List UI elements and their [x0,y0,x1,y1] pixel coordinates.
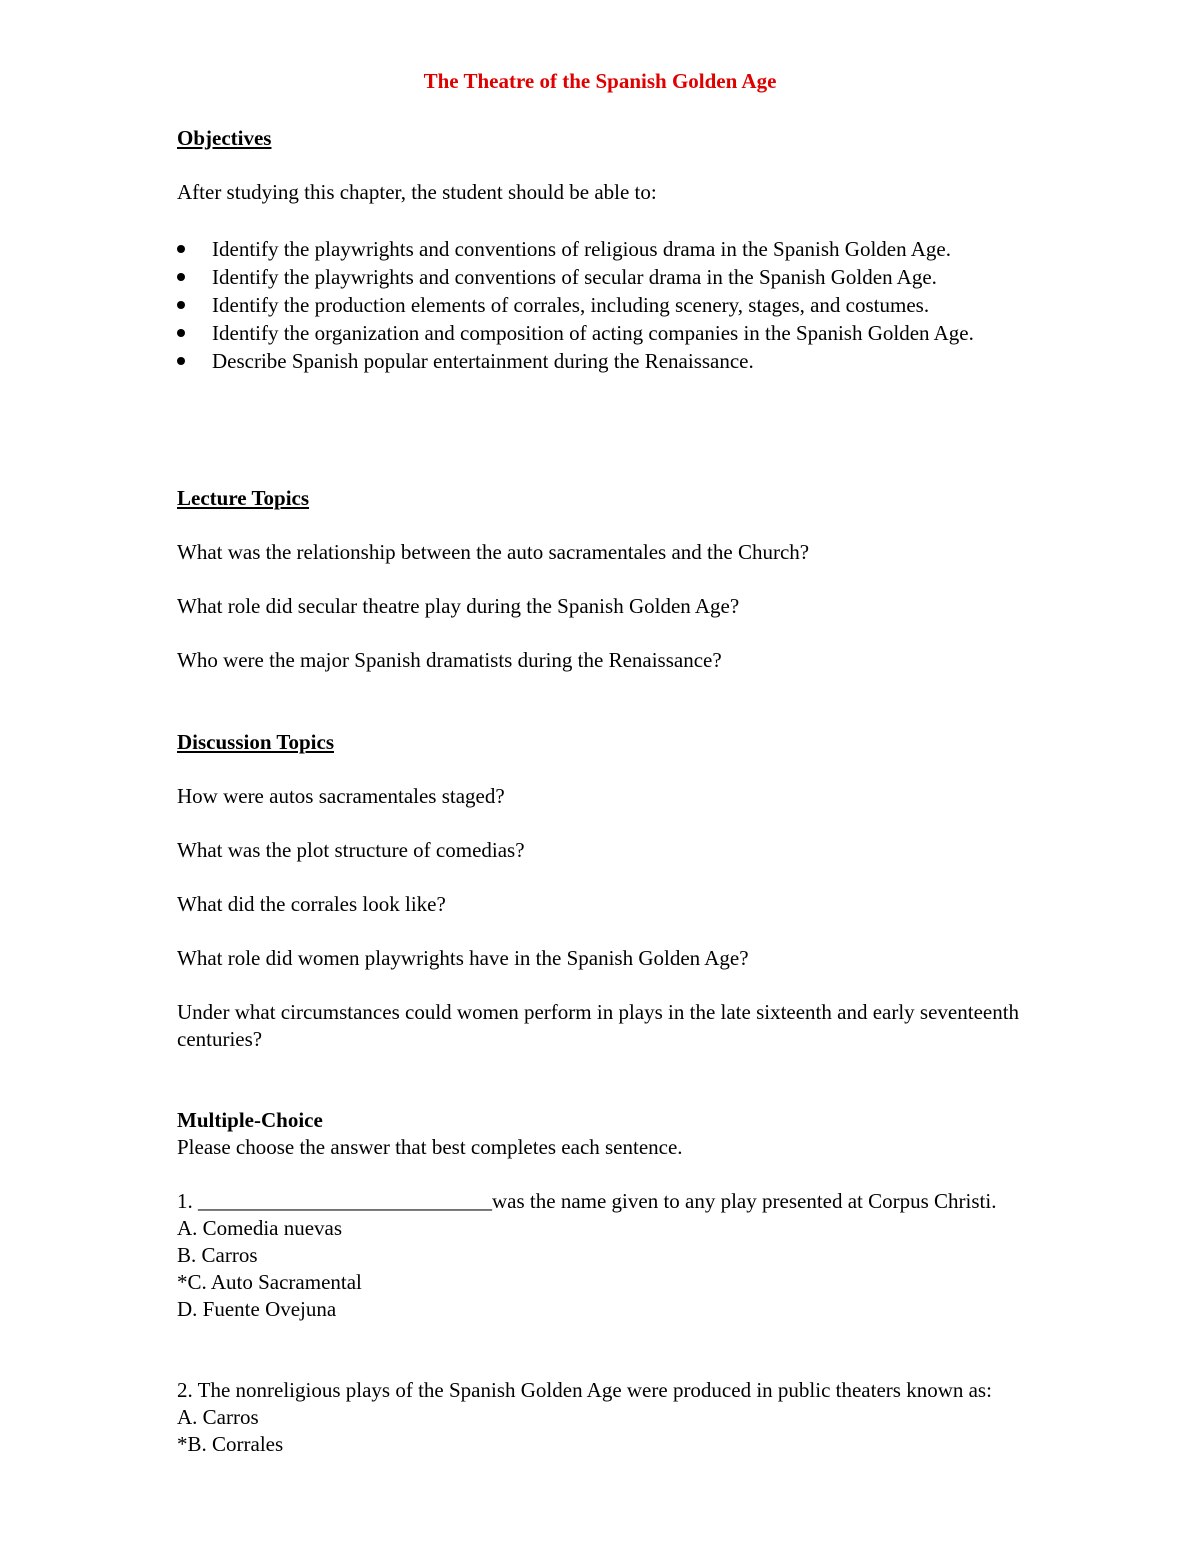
objective-text: Identify the production elements of corrales, including scenery, stages, and costumes. [212,293,930,317]
question-stem: 1. ____________________________was the name given to any play presented at Corpus Christi. [177,1189,997,1213]
objectives-intro: After studying this chapter, the student should be able to: [177,180,657,204]
discussion-topic: Under what circumstances could women perform in plays in the late sixteenth and early seventeenth centuries? [177,1000,1020,1051]
document-title: The Theatre of the Spanish Golden Age [423,69,777,93]
question-1 [177,1188,1027,1323]
objective-item [177,235,1027,263]
discussion-topic: What did the corrales look like? [177,892,446,916]
answer-option: A. Carros [177,1405,259,1429]
answer-option: B. Carros [177,1243,258,1267]
objectives-list [177,235,1027,375]
answer-option: A. Comedia nuevas [177,1216,343,1240]
objective-text: Identify the playwrights and conventions of secular drama in the Spanish Golden Age. [212,265,937,289]
objective-item [177,347,1027,375]
lecture-topic: What was the relationship between the auto sacramentales and the Church? [177,540,810,564]
lecture-topic: Who were the major Spanish dramatists during the Renaissance? [177,648,722,672]
question-2 [177,1377,1027,1458]
bullet-icon [177,273,185,281]
answer-option: *B. Corrales [177,1432,284,1456]
answer-option: D. Fuente Ovejuna [177,1297,337,1321]
discussion-topic: What role did women playwrights have in the Spanish Golden Age? [177,946,749,970]
bullet-icon [177,301,185,309]
discussion-topic: What was the plot structure of comedias? [177,838,525,862]
bullet-icon [177,329,185,337]
multiple-choice-instructions: Please choose the answer that best completes each sentence. [177,1135,683,1159]
objective-item [177,263,1027,291]
multiple-choice-heading: Multiple-Choice [177,1108,323,1132]
discussion-topics-heading: Discussion Topics [177,730,334,754]
question-stem: 2. The nonreligious plays of the Spanish Golden Age were produced in public theaters known as: [177,1378,992,1402]
bullet-icon [177,357,185,365]
objective-item [177,319,1027,347]
bullet-icon [177,245,185,253]
discussion-topic: How were autos sacramentales staged? [177,784,505,808]
objective-text: Identify the organization and composition of acting companies in the Spanish Golden Age. [212,321,974,345]
objectives-heading: Objectives [177,126,272,150]
objective-text: Identify the playwrights and conventions of religious drama in the Spanish Golden Age. [212,237,951,261]
lecture-topics-heading: Lecture Topics [177,486,310,510]
objective-item [177,291,1027,319]
lecture-topic: What role did secular theatre play during the Spanish Golden Age? [177,594,740,618]
answer-option: *C. Auto Sacramental [177,1270,362,1294]
objective-text: Describe Spanish popular entertainment during the Renaissance. [212,349,754,373]
